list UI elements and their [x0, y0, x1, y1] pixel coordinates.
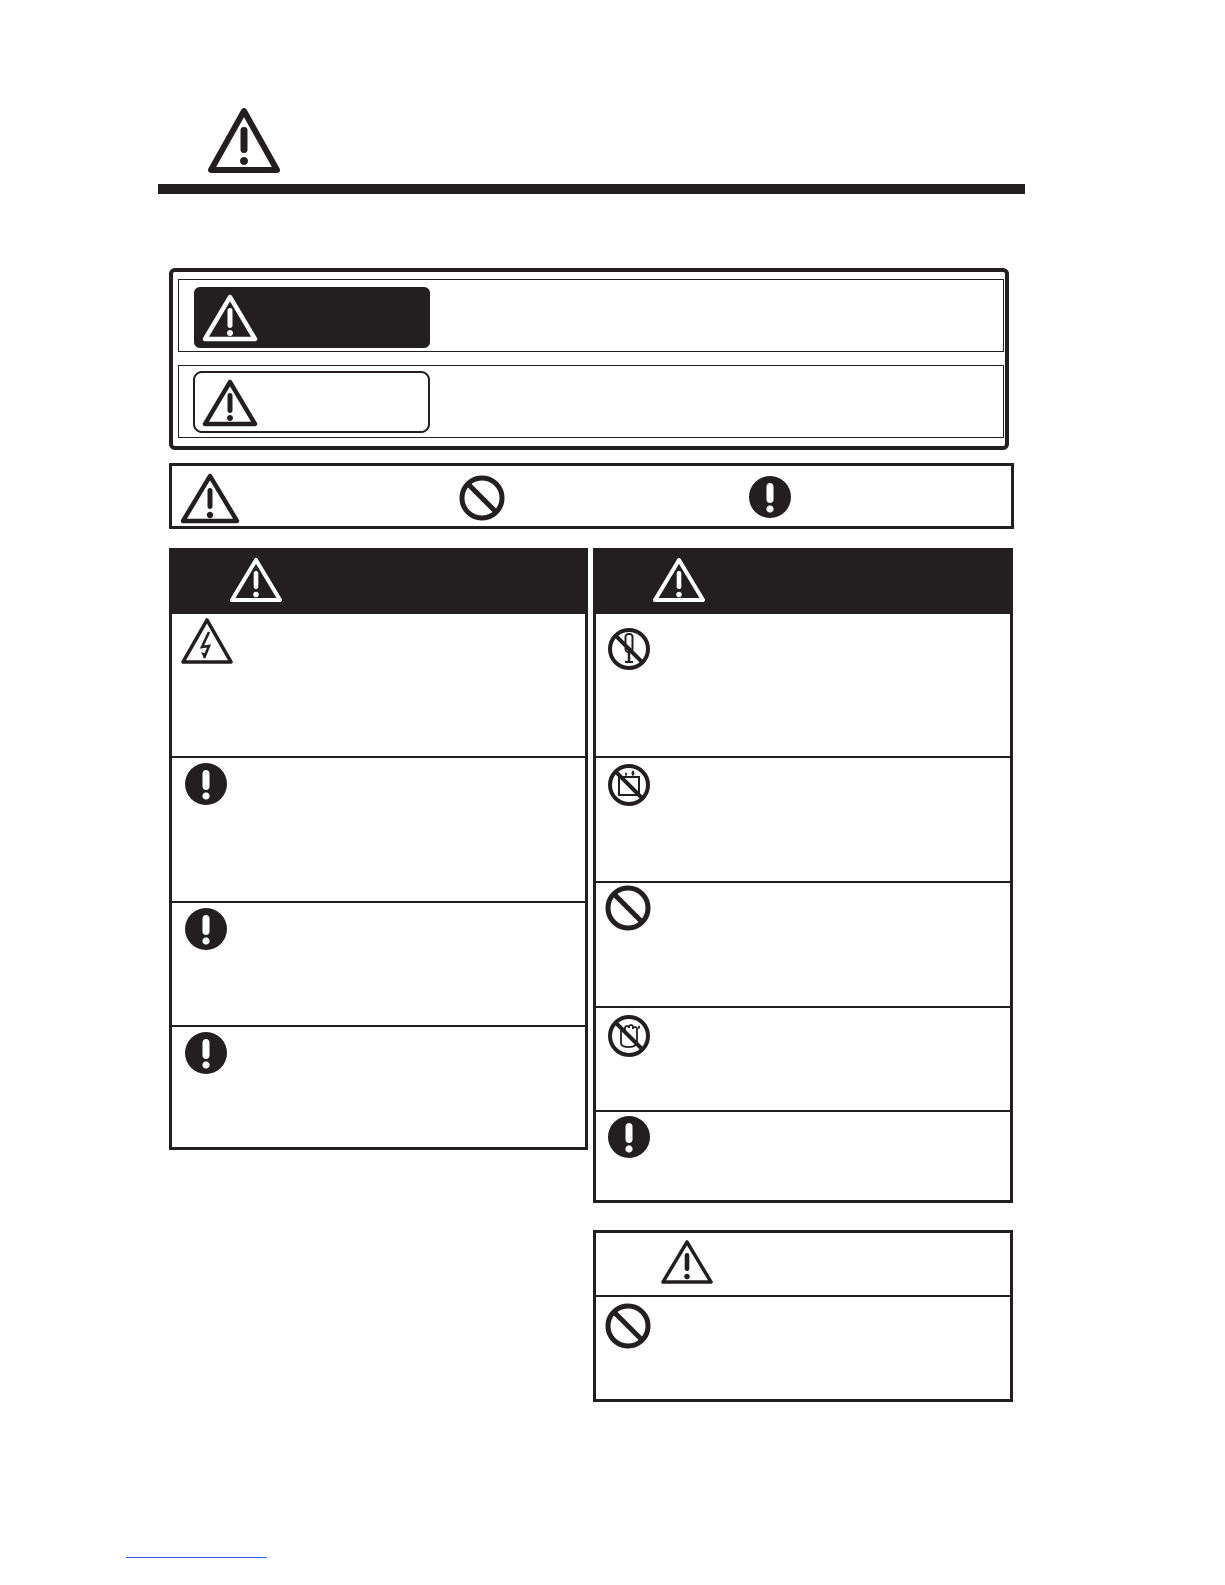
title-warning-icon	[208, 107, 280, 173]
electric-shock-icon	[180, 616, 234, 666]
warning-triangle-icon	[202, 293, 258, 343]
caution-signal-badge	[193, 371, 430, 433]
item-divider	[596, 1110, 1010, 1112]
item-divider	[172, 901, 585, 903]
mandatory-action-icon	[606, 1114, 652, 1160]
title-rule	[158, 184, 1025, 194]
symbol-legend-strip	[169, 463, 1014, 529]
prohibition-circle-icon	[604, 1302, 652, 1350]
mandatory-action-icon	[183, 1030, 229, 1076]
caution-panel	[593, 1230, 1013, 1402]
warning-triangle-icon	[202, 378, 258, 428]
no-wet-hands-icon	[606, 1013, 652, 1059]
warning-panel-right	[593, 548, 1013, 1203]
item-divider	[172, 1025, 585, 1027]
prohibition-circle-icon	[604, 884, 652, 932]
footer-link-underline[interactable]	[126, 1557, 267, 1558]
no-water-icon	[606, 762, 652, 808]
item-divider	[596, 756, 1010, 758]
prohibition-circle-icon	[458, 474, 506, 522]
item-divider	[596, 1295, 1010, 1297]
warning-triangle-icon	[180, 472, 240, 524]
item-divider	[596, 881, 1010, 883]
item-divider	[172, 756, 585, 758]
no-disassembly-icon	[606, 626, 652, 672]
warning-triangle-icon	[660, 1238, 714, 1286]
item-divider	[596, 1006, 1010, 1008]
warning-triangle-icon	[229, 556, 283, 604]
warning-triangle-icon	[652, 556, 706, 604]
mandatory-action-icon	[747, 474, 793, 520]
mandatory-action-icon	[183, 761, 229, 807]
mandatory-action-icon	[183, 906, 229, 952]
warning-signal-badge	[194, 287, 430, 348]
